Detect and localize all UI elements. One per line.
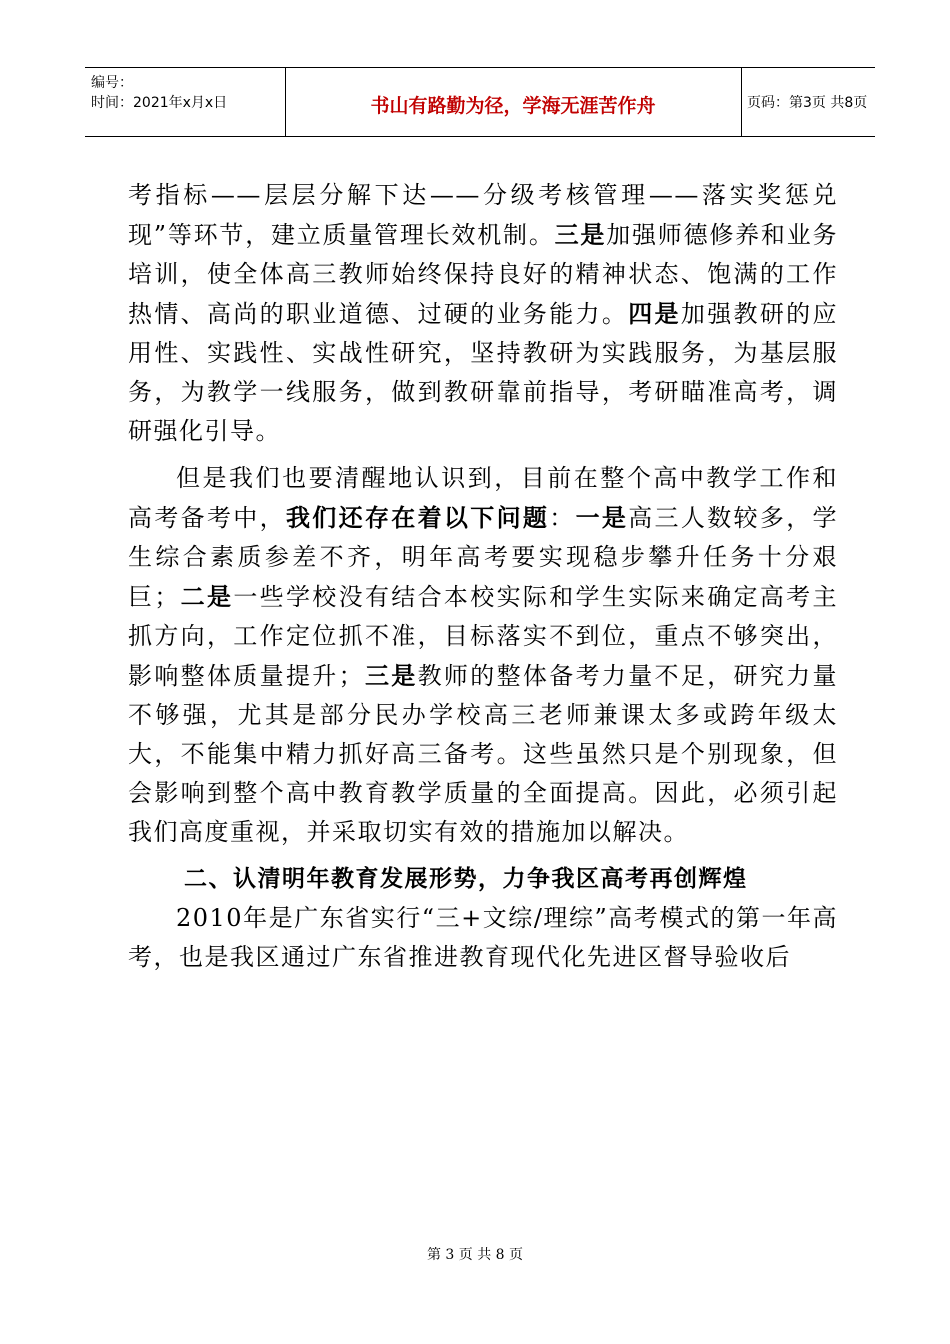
p2-text-d: 一些学校没有结合本校实际和学生实际来确定高考主抓方向，工作定位抓不准，目标落实不到位，重点不够突出，影响整体质量提升； xyxy=(128,583,839,690)
p2-bold-3: 二是 xyxy=(179,582,234,611)
p1-bold-2: 四是 xyxy=(628,299,681,328)
document-body xyxy=(128,176,838,977)
p1-text-c: 加强师德修养和业务培训，使全体高三教师始终保持良好的精神状态、饱满的工作热情、高尚的职业道德、过硬的业务能力。 xyxy=(128,221,839,328)
p1-bold-1: 三是 xyxy=(554,220,607,249)
header-meta-cell xyxy=(85,68,286,136)
p2-text-c: 高三人数较多，学生综合素质参差不齐，明年高考要实现稳步攀升任务十分艰巨； xyxy=(128,504,839,611)
paragraph-2 xyxy=(128,459,838,852)
p2-bold-4: 三是 xyxy=(364,661,418,690)
paragraph-1 xyxy=(128,176,838,451)
time-label: 时间：2021年x月x日 xyxy=(91,95,228,111)
page-label: 页码：第3页 共8页 xyxy=(747,95,868,111)
page-footer: 第 3 页 共 8 页 xyxy=(426,1247,524,1263)
paragraph-3: 2010年是广东省实行“三+文综/理综”高考模式的第一年高考，也是我区通过广东省推进教育现代化先进区督导验收后 xyxy=(128,904,838,971)
p2-bold-2: 一是 xyxy=(575,503,629,532)
p2-text-a: 但是我们也要清醒地认识到，目前在整个高中教学工作和高考备考中， xyxy=(128,464,838,532)
p2-text-e: 教师的整体备考力量不足，研究力量不够强，尤其是部分民办学校高三老师兼课太多或跨年级太大，不能集中精力抓好高三备考。这些虽然只是个别现象，但会影响到整个高中教育教学质量的全面提高。因此，必须引起我们高度重视，并采取切实有效的措施加以解决。 xyxy=(128,662,839,846)
p1-text-d: 加强教研的应用性、实践性、实战性研究，坚持教研为实践服务，为基层服务，为教学一线服务，做到教研靠前指导，考研瞄准高考，调研强化引导。 xyxy=(128,300,839,445)
slogan: 书山有路勤为径，学海无涯苦作舟 xyxy=(370,95,656,117)
p2-colon: ： xyxy=(549,504,576,532)
p2-bold-1: 我们还存在着以下问题 xyxy=(285,503,550,532)
p1-text-a: 考指标——层层分解下达——分级考核管理——落实奖惩兑现”等环节，建立质量管理长效机制。 xyxy=(128,181,838,249)
page-header xyxy=(85,67,875,137)
header-slogan-cell xyxy=(285,68,742,136)
section-heading: 二、认清明年教育发展形势，力争我区高考再创辉煌 xyxy=(184,866,748,892)
number-label: 编号： xyxy=(91,75,133,91)
